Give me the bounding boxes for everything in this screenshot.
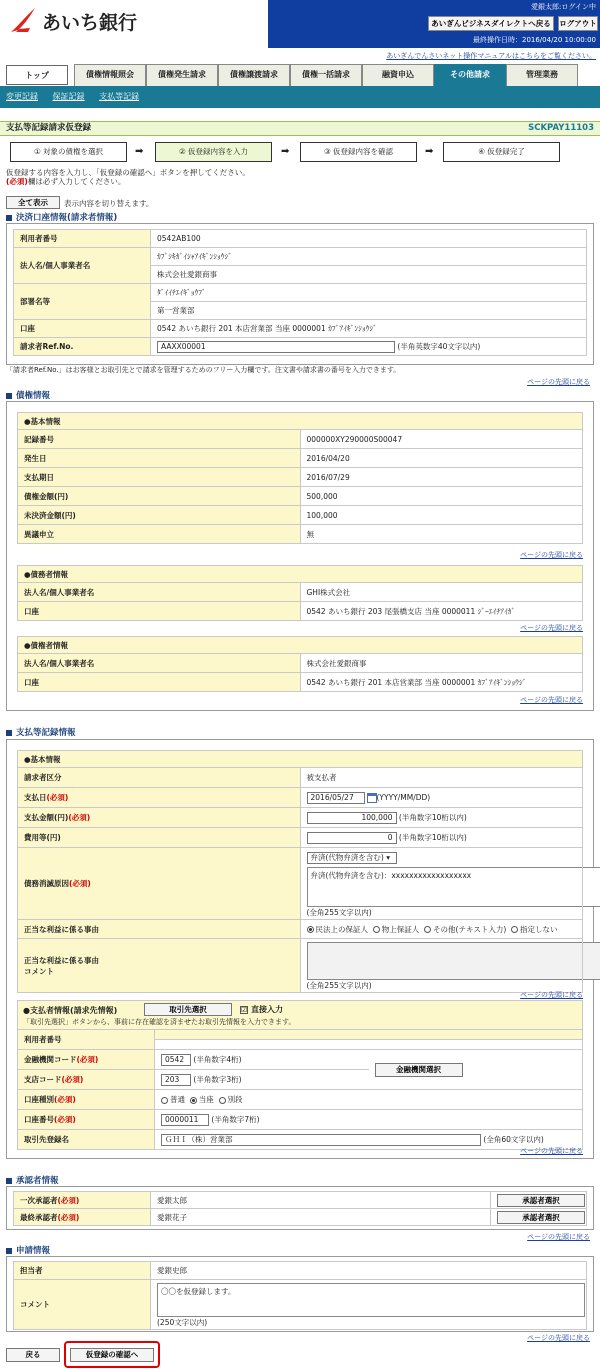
payment-date-input[interactable]: 2016/05/27: [307, 792, 365, 804]
brand-name: あいち銀行: [42, 11, 138, 34]
ref-no-input[interactable]: AAXX00001: [157, 341, 395, 353]
application-panel: 担当者 愛銀史郎 コメント 〇〇を仮登録します。 (250文字以内): [6, 1256, 594, 1332]
requester-type: 被支払者: [300, 768, 583, 788]
record-number: 000000XY290000S00047: [300, 430, 583, 449]
tab-financing[interactable]: 融資申込: [362, 64, 434, 86]
partner-name-input[interactable]: ＧＨＩ（株）営業部: [161, 1134, 481, 1146]
unsettled-amount: 100,000: [300, 506, 583, 525]
tab-claim-issue[interactable]: 債権発生請求: [146, 64, 218, 86]
select-partner-button[interactable]: 取引先選択: [144, 1003, 232, 1016]
bank-select-button[interactable]: 金融機関選択: [375, 1063, 463, 1077]
application-section-heading: 申請情報: [6, 1244, 50, 1256]
subnav-guarantee-record[interactable]: 保証記録: [52, 92, 85, 101]
account-type-ordinary[interactable]: [161, 1097, 168, 1104]
direct-input-checkbox[interactable]: ☑: [241, 1005, 248, 1014]
main-tabs: [6, 64, 594, 86]
progress-steps: [10, 142, 590, 162]
payer-user-number: [155, 1030, 583, 1050]
confirm-registration-button[interactable]: 仮登録の確認へ: [70, 1348, 154, 1362]
claim-section-heading: 債権情報: [6, 389, 50, 401]
fee-input[interactable]: 0: [307, 832, 397, 844]
final-approver-select-button[interactable]: 承認者選択: [497, 1211, 585, 1224]
claim-panel: ●基本情報 記録番号 000000XY290000S00047 発生日 2016/04/20 支払期日 2016/07/29 債権金額(円) 500,000 未決済金額(円) 100,000 異議申立 無 ページの先頭に戻る ●債務者情報 法人名/個人事業者名 GHI株式会社 口座 0542 あいち銀行 203 尾張橋支店 当座 0000011 ｼﾞｰｴｲﾁｱｲｶﾞ ページの先頭に戻る ●債権者情報 法人名/個人事業者名 株式会社愛銀商事 口座 0542 あいち銀行 201 本店営業部 当座 0000001 ｶﾌﾞｱｲｷﾞﾝｼｮｳｼﾞ ページの先頭に戻る: [6, 401, 594, 711]
final-approver: 愛銀花子: [151, 1209, 491, 1226]
objection: 無: [300, 525, 583, 544]
logo-mark-icon: [8, 6, 38, 36]
page-top-link[interactable]: ページの先頭に戻る: [527, 1334, 590, 1342]
step-4: ④ 仮登録完了: [443, 142, 560, 162]
creditor-account: 0542 あいち銀行 201 本店営業部 当座 0000001 ｶﾌﾞｱｲｷﾞﾝｼｮｳｼﾞ: [300, 673, 583, 692]
step-arrow-icon: ➡: [281, 146, 290, 157]
comment-textarea[interactable]: 〇〇を仮登録します。: [157, 1283, 585, 1317]
debtor-name: GHI株式会社: [300, 583, 583, 602]
show-all-button[interactable]: 全て表示: [6, 196, 60, 209]
manual-link[interactable]: あいぎんでんさいネット操作マニュアルはこちらをご覧ください。: [386, 52, 596, 60]
branch-code-input[interactable]: 203: [161, 1074, 191, 1086]
toggle-text: 表示内容を切り替えます。: [64, 199, 154, 208]
page-top-link[interactable]: ページの先頭に戻る: [527, 378, 590, 386]
claim-amount: 500,000: [300, 487, 583, 506]
subnav-payment-record[interactable]: 支払等記録: [99, 92, 140, 101]
page-top-link[interactable]: ページの先頭に戻る: [520, 696, 583, 704]
payment-section-heading: 支払等記録情報: [6, 726, 76, 738]
payment-panel: ●基本情報 請求者区分 被支払者 支払日(必須) 2016/05/27 (YYYY/MM/DD) 支払金額(円)(必須) 100,000 (半角数字10桁以内) 費用等(円) 0 (半角数字10桁以内) 債務消滅原因(必須) 弁済(代物弁済を含む) ▾ 弁済(代物弁済を含む)：xxxxxxxxxxxxxxxxxx (全角255文字以内) 正当な利益に係る事由 民法上の保証人 物上保証人 その他(テキスト入力) 指定しない 正当な利益に係る事由 コメント (全角255文字以内) ページの先頭に戻る ●支払者情報(請求先情報) 取引先選択 ☑ 直接入力 「取引先選択」ボタンから、事前に存在確認を済ませたお取引先情報を入力できます。 利用者番号 金融機関コード(必須) 0542 (半角数字4桁) 金融機関選択 支店コード(必須) 203 (半角数字3桁) 口座種別(必須) 普通 当座 別段 口座番号(必須) 0000011 (半角数字7桁) 取引先登録名 ＧＨＩ（株）営業部 (全角60文字以内) ページの先頭に戻る: [6, 739, 594, 1159]
page-title: 支払等記録請求仮登録: [6, 123, 92, 133]
due-date: 2016/07/29: [300, 468, 583, 487]
reason-textarea[interactable]: 弁済(代物弁済を含む)：xxxxxxxxxxxxxxxxxx: [307, 867, 600, 907]
subnav-change-record[interactable]: 変更記録: [6, 92, 38, 101]
step-arrow-icon: ➡: [135, 146, 144, 157]
first-approver: 愛銀太郎: [151, 1192, 491, 1209]
screen-code: SCKPAY11103: [528, 123, 594, 133]
just-comment-textarea[interactable]: [307, 942, 600, 980]
instruction-text: 仮登録する内容を入力し、「仮登録の確認へ」ボタンを押してください。: [6, 168, 250, 177]
just-radio-none[interactable]: [511, 926, 518, 933]
issue-date: 2016/04/20: [300, 449, 583, 468]
tab-claim-transfer[interactable]: 債権譲渡請求: [218, 64, 290, 86]
step-arrow-icon: ➡: [425, 146, 434, 157]
approver-panel: 一次承認者(必須) 愛銀太郎 承認者選択 最終承認者(必須) 愛銀花子 承認者選択: [6, 1186, 594, 1230]
account-number-input[interactable]: 0000011: [161, 1114, 209, 1126]
page-top-link[interactable]: ページの先頭に戻る: [520, 551, 583, 559]
account-type-current[interactable]: [190, 1097, 197, 1104]
payer-header: ●支払者情報(請求先情報) 取引先選択 ☑ 直接入力 「取引先選択」ボタンから、事前に存在確認を済ませたお取引先情報を入力できます。: [17, 1000, 583, 1040]
page-top-link[interactable]: ページの先頭に戻る: [520, 1147, 583, 1155]
creditor-name: 株式会社愛銀商事: [300, 654, 583, 673]
login-user: 愛銀太郎:ログイン中: [530, 3, 596, 11]
back-button[interactable]: 戻る: [6, 1348, 60, 1362]
header: [0, 0, 600, 48]
tab-claim-inquiry[interactable]: 債権情報照会: [74, 64, 146, 86]
header-account-panel: [268, 0, 600, 48]
brand-logo[interactable]: [8, 6, 137, 36]
settlement-panel: 利用者番号 0542AB100 法人名/個人事業者名 ｶﾌﾞｼｷｶﾞｲｼｬｱｲｷﾞﾝｼｮｳｼﾞ 株式会社愛銀商事 部署名等 ﾀﾞｲｲﾁｴｲｷﾞｮｳﾌﾞ 第一営業部 口座 0542 あいち銀行 201 本店営業部 当座 0000001 ｶﾌﾞｱｲｷﾞﾝｼｮｳｼﾞ 請求者Ref.No. AAXX00001 (半角英数字40文字以内): [6, 223, 594, 365]
just-radio-civil[interactable]: [307, 926, 314, 933]
calendar-icon[interactable]: [367, 793, 377, 803]
just-radio-property[interactable]: [373, 926, 380, 933]
page-top-link[interactable]: ページの先頭に戻る: [520, 991, 583, 999]
tab-management[interactable]: 管理業務: [506, 64, 578, 86]
debtor-account: 0542 あいち銀行 203 尾張橋支店 当座 0000011 ｼﾞｰｴｲﾁｱｲｶﾞ: [300, 602, 583, 621]
bank-code-input[interactable]: 0542: [161, 1054, 191, 1066]
last-operation-time: 最終操作日時：2016/04/20 10:00:00: [472, 36, 596, 44]
step-3: ③ 仮登録内容を確認: [300, 142, 417, 162]
ref-note: 「請求者Ref.No.」はお客様とお取引先とで請求を管理するためのフリー入力欄です。注文書や請求書の番号を入力できます。: [6, 366, 401, 374]
first-approver-select-button[interactable]: 承認者選択: [497, 1194, 585, 1207]
account-type-special[interactable]: [219, 1097, 226, 1104]
tab-top[interactable]: トップ: [6, 65, 68, 85]
tab-other-requests[interactable]: その他請求: [434, 64, 506, 86]
sub-navigation: [0, 86, 600, 108]
company-name: 株式会社愛銀商事: [151, 266, 587, 284]
tab-bulk-request[interactable]: 債権一括請求: [290, 64, 362, 86]
settlement-account: 0542 あいち銀行 201 本店営業部 当座 0000001 ｶﾌﾞｱｲｷﾞﾝｼｮｳｼﾞ: [151, 320, 587, 338]
department-kana: ﾀﾞｲｲﾁｴｲｷﾞｮｳﾌﾞ: [151, 284, 587, 302]
approver-section-heading: 承認者情報: [6, 1174, 59, 1186]
company-name-kana: ｶﾌﾞｼｷｶﾞｲｼｬｱｲｷﾞﾝｼｮｳｼﾞ: [151, 248, 587, 266]
required-note: (必須)欄は必ず入力してください。: [6, 177, 126, 186]
department: 第一営業部: [151, 302, 587, 320]
back-to-business-direct-button[interactable]: あいぎんビジネスダイレクトへ戻る: [428, 16, 554, 31]
step-1: ① 対象の債権を選択: [10, 142, 127, 162]
step-2: ② 仮登録内容を入力: [155, 142, 272, 162]
page-title-bar: [0, 121, 600, 136]
just-radio-other[interactable]: [424, 926, 431, 933]
page-top-link[interactable]: ページの先頭に戻る: [527, 1233, 590, 1241]
page-top-link[interactable]: ページの先頭に戻る: [520, 624, 583, 632]
user-number: 0542AB100: [151, 230, 587, 248]
settlement-section-heading: 決済口座情報(請求者情報): [6, 211, 117, 223]
reason-select[interactable]: 弁済(代物弁済を含む) ▾: [307, 852, 397, 864]
logout-button[interactable]: ログアウト: [558, 16, 598, 31]
person-in-charge: 愛銀史郎: [151, 1262, 587, 1280]
payment-amount-input[interactable]: 100,000: [307, 812, 397, 824]
